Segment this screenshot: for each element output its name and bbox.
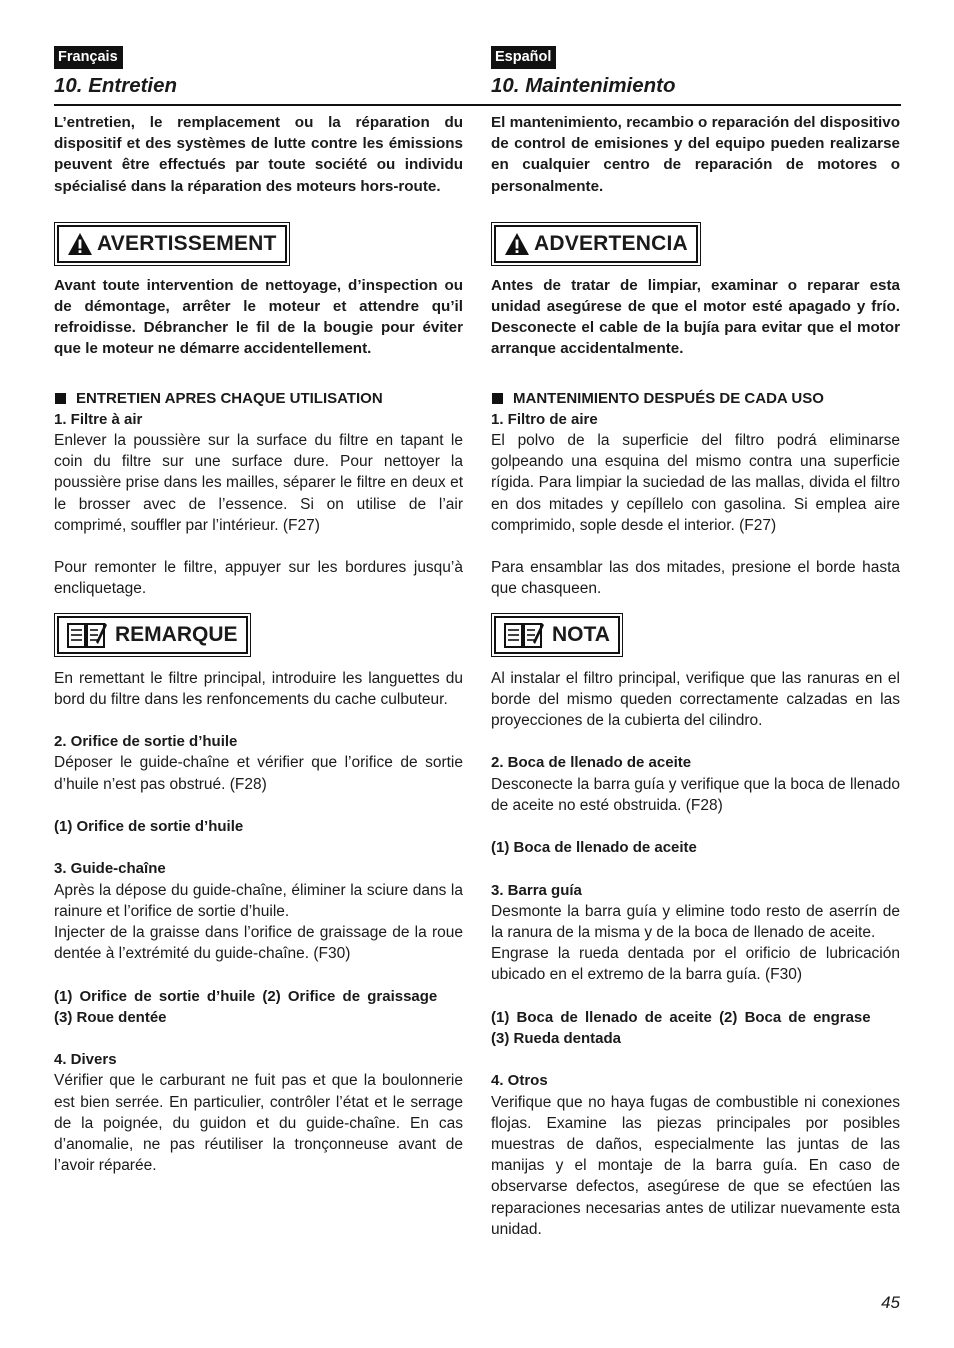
page-number: 45 <box>881 1293 900 1312</box>
item1-text-spanish: El polvo de la superficie del filtro podrá eliminarse golpeando una esquina del mismo contra una superficie rígida. Para limpiar la suciedad de las mallas, divida el filtro en dos mitades y cepíllelo con gasolina. Si emplea aire comprimido, sople desde el interior. (F27) <box>491 432 900 534</box>
item3-text-french: Après la dépose du guide-chaîne, éliminer la sciure dans la rainure et l’orifice de sortie d’huile. <box>54 881 463 920</box>
item2-title-french: 2. Orifice de sortie d’huile <box>54 733 238 751</box>
intro-paragraph-spanish: El mantenimiento, recambio o reparación del dispositivo de control de emisiones y del equipo pueden realizarse en cualquier centro de reparación de motores o personalmente. <box>491 114 900 195</box>
item3-text-spanish: Desmonte la barra guía y elimine todo resto de aserrín de la ranura de la misma y de la boca de llenado de aceite. <box>491 902 900 942</box>
section-heading-french <box>54 388 463 409</box>
section-heading-spanish <box>491 388 900 409</box>
note-box-french <box>57 616 248 654</box>
note-text-spanish: Al instalar el filtro principal, verifique que las ranuras en el borde del mismo queden correctamente calzadas en las proyecciones de la cubierta del cilindro. <box>491 669 900 730</box>
item4-text-french: Vérifier que le carburant ne fuit pas et que la boulonnerie est bien serrée. En particulier, contrôler l’état et le serrage de la poignée, du guidon et du guide-chaîne. En cas d’anomalie, ne pas réutiliser la tronçonneuse avant de l’avoir réparée. <box>54 1072 463 1175</box>
item3-caption1-french: (1) Orifice de sortie d’huile (2) Orifice de graissage <box>54 987 438 1005</box>
warning-triangle-icon <box>504 232 530 256</box>
note-text-french: En remettant le filtre principal, introduire les languettes du bord du filtre dans les renfoncements du cache culbuteur. <box>54 669 463 708</box>
section-heading-text: MANTENIMIENTO DESPUÉS DE CADA USO <box>513 389 824 407</box>
item1-text2-french: Pour remonter le filtre, appuyer sur les bordures jusqu’à encliquetage. <box>54 559 463 598</box>
warning-text-french: Avant toute intervention de nettoyage, d’inspection ou de démontage, arrêter le moteur et attendre qu’il refroidisse. Débrancher le fil de la bougie pour éviter que le moteur ne démarre accidentellement. <box>54 276 463 358</box>
warning-box-spanish <box>494 225 698 263</box>
warning-text-spanish: Antes de tratar de limpiar, examinar o reparar esta unidad asegúrese de que el motor esté apagado y frío. Desconecte el cable de la bujía para evitar que el motor arranque accidentalmente. <box>491 276 900 358</box>
item2-text-spanish: Desconecte la barra guía y verifique que la boca de llenado de aceite no esté obstruida. (F28) <box>491 775 900 814</box>
intro-paragraph-french: L’entretien, le remplacement ou la réparation du dispositif et des systèmes de lutte contre les émissions peuvent être effectués par toute société ou individu spécialisé dans la réparation des moteurs hors-route. <box>54 114 463 195</box>
item3-text2-french: Injecter de la graisse dans l’orifice de graissage de la roue dentée à l’extrémité du guide-chaîne. (F30) <box>54 924 463 963</box>
item1-text-french: Enlever la poussière sur la surface du filtre en tapant le coin du filtre sur une surface dure. Pour nettoyer la poussière prise dans les mailles, séparer le filtre en deux et le brosser avec de l’essence. Si on utilise de l’air comprimé, souffler par l’intérieur. (F27) <box>54 432 463 534</box>
item3-text2-spanish: Engrase la rueda dentada por el orificio de lubricación ubicado en el extremo de la barra guía. (F30) <box>491 945 900 984</box>
warning-label-spanish: ADVERTENCIA <box>534 231 688 255</box>
item3-caption2-spanish: (3) Rueda dentada <box>491 1030 622 1048</box>
item3-title-spanish: 3. Barra guía <box>491 881 582 899</box>
item3-caption2-french: (3) Roue dentée <box>54 1008 167 1026</box>
item1-text2-spanish: Para ensamblar las dos mitades, presione el borde hasta que chasqueen. <box>491 559 900 598</box>
item2-text-french: Déposer le guide-chaîne et vérifier que l’orifice de sortie d’huile n’est pas obstrué. (F28) <box>54 754 463 793</box>
open-book-note-icon <box>502 620 544 650</box>
spanish-column <box>491 46 900 1240</box>
warning-triangle-icon <box>67 232 93 256</box>
item1-title-spanish: 1. Filtro de aire <box>491 410 598 428</box>
note-label-spanish: NOTA <box>552 622 610 646</box>
item2-caption-french: (1) Orifice de sortie d’huile <box>54 818 244 836</box>
item3-title-french: 3. Guide-chaîne <box>54 860 166 878</box>
note-box-spanish <box>494 616 620 654</box>
french-column <box>54 46 463 1176</box>
item4-title-spanish: 4. Otros <box>491 1072 548 1090</box>
language-tag-spanish: Español <box>491 46 556 69</box>
item1-title-french: 1. Filtre à air <box>54 410 143 428</box>
section-heading-text: ENTRETIEN APRES CHAQUE UTILISATION <box>76 389 383 407</box>
warning-box-french <box>57 225 287 263</box>
item2-title-spanish: 2. Boca de llenado de aceite <box>491 754 692 772</box>
bullet-square-icon <box>55 393 66 404</box>
open-book-note-icon <box>65 620 107 650</box>
item4-text-spanish: Verifique que no haya fugas de combustible ni conexiones flojas. Examine las piezas principales por posibles muestras de daños, especialmente las juntas de las manijas y el montaje de la barra guía. En caso de observarse defectos, asegúrese de que se efectúen las reparaciones necesarias antes de utilizar nuevamente esta unidad. <box>491 1093 900 1238</box>
note-label-french: REMARQUE <box>115 622 238 646</box>
item4-title-french: 4. Divers <box>54 1051 117 1069</box>
section-title-spanish: 10. Maintenimiento <box>491 74 676 97</box>
section-title-french: 10. Entretien <box>54 74 178 97</box>
bullet-square-icon <box>492 393 503 404</box>
item2-caption-spanish: (1) Boca de llenado de aceite <box>491 839 697 857</box>
warning-label-french: AVERTISSEMENT <box>97 231 277 255</box>
language-tag-french: Français <box>54 46 123 69</box>
item3-caption1-spanish: (1) Boca de llenado de aceite (2) Boca de engrase <box>491 1008 871 1026</box>
